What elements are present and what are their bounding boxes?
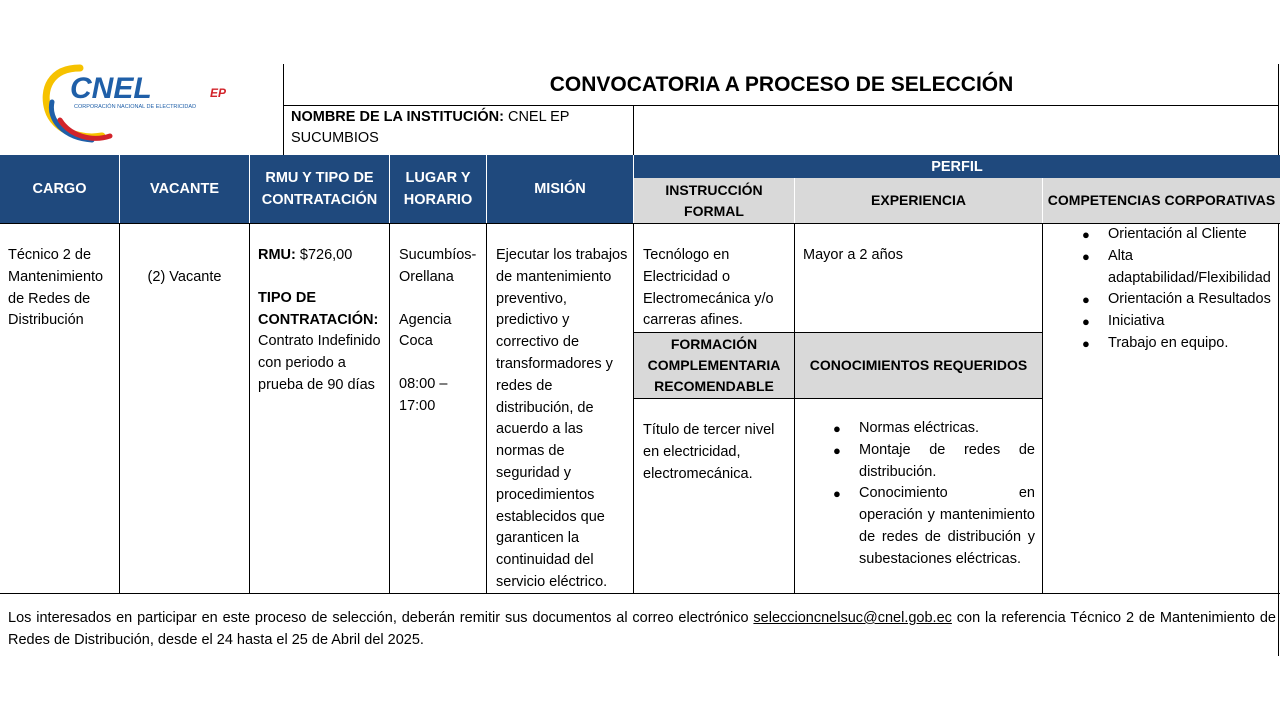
agencia-value: Agencia Coca [399,311,452,350]
list-item: ● Normas eléctricas. [833,420,980,436]
header-vacante: VACANTE [120,155,249,223]
divider [486,223,487,594]
list-item: ● Orientación al Cliente [1082,226,1247,242]
header-formacion: FORMACIÓN COMPLEMENTARIA RECOMENDABLE [634,333,794,398]
list-item: ● Montaje de redes de distribución. [833,441,1035,480]
divider [794,223,795,594]
lugar-value: Sucumbíos-Orellana [399,247,477,285]
email-link[interactable]: seleccioncnelsuc@cnel.gob.ec [753,610,952,626]
header-mision: MISIÓN [487,155,633,223]
institution-name [291,107,626,149]
competencias-list [1082,224,1278,355]
institution-label: NOMBRE DE LA INSTITUCIÓN: [291,109,504,125]
conocimientos-list [833,418,1035,571]
header-rmu: RMU Y TIPO DE CONTRATACIÓN [250,155,389,223]
divider [1042,223,1043,594]
divider [389,223,390,594]
rmu-label: RMU: [258,247,296,263]
footer-note [8,607,1276,651]
header-conocimientos: CONOCIMIENTOS REQUERIDOS [795,333,1042,398]
tipo-value: Contrato Indefinido con periodo a prueba de 90 días [258,333,381,393]
footer-text: Los interesados en participar en este proceso de selección, deberán remitir sus documentos al correo electrónico [8,610,754,626]
svg-text:EP: EP [210,86,227,100]
cell-rmu [258,245,386,397]
list-item: ● Alta adaptabilidad/Flexibilidad [1082,247,1271,286]
cell-conocimientos [833,418,1035,571]
page-title: CONVOCATORIA A PROCESO DE SELECCIÓN [549,73,1014,96]
footer-text: con la referencia Técnico 2 de Mantenimiento de Redes de Distribución, desde el 24 hasta el 25 de Abril del 2025. [8,610,1276,648]
divider [1278,223,1279,656]
header-lugar: LUGAR Y HORARIO [390,155,486,223]
divider [633,223,634,594]
tipo-label: TIPO DE CONTRATACIÓN: [258,289,379,328]
cell-experiencia: Mayor a 2 años [803,247,903,263]
header-instruccion: INSTRUCCIÓN FORMAL [634,178,794,223]
header-cargo: CARGO [0,155,119,223]
divider [0,593,1280,594]
cell-lugar [399,245,484,418]
svg-text:CNEL: CNEL [70,72,152,105]
list-item: ● Conocimiento en operación y mantenimiento de redes de distribución y subestaciones eléctricas. [833,485,1035,567]
header-experiencia: EXPERIENCIA [795,178,1042,223]
divider [634,398,1043,399]
cnel-logo-graphic [40,60,250,150]
header-perfil: PERFIL [634,155,1280,178]
list-item: ● Orientación a Resultados [1082,291,1271,308]
divider [249,223,250,594]
divider [633,105,634,155]
cell-competencias [1082,224,1278,355]
list-item: ● Trabajo en equipo. [1082,334,1229,351]
divider [283,105,1279,106]
header-competencias: COMPETENCIAS CORPORATIVAS [1043,178,1280,223]
cnel-logo [40,60,250,150]
cell-formacion: Título de tercer nivel en electricidad, electromecánica. [643,422,775,482]
horario-value: 08:00 – 17:00 [399,376,448,414]
rmu-line [258,245,386,267]
cell-mision: Ejecutar los trabajos de mantenimiento preventivo, predictivo y correctivo de transformadores y redes de distribución, de acuerdo a las normas de seguridad y procedimientos establecidos que garanticen la continuidad del servicio eléctrico. [496,247,628,590]
institution-value: CNEL EP SUCUMBIOS [291,109,570,146]
cell-vacante: (2) Vacante [147,269,222,285]
list-item: ● Iniciativa [1082,313,1165,330]
rmu-value: $726,00 [299,247,353,263]
cell-instruccion: Tecnólogo en Electricidad o Electromecánica y/o carreras afines. [643,247,774,329]
cell-cargo: Técnico 2 de Mantenimiento de Redes de Distribución [8,247,104,329]
svg-text:CORPORACIÓN NACIONAL DE ELECTR: CORPORACIÓN NACIONAL DE ELECTRICIDAD [74,104,197,110]
